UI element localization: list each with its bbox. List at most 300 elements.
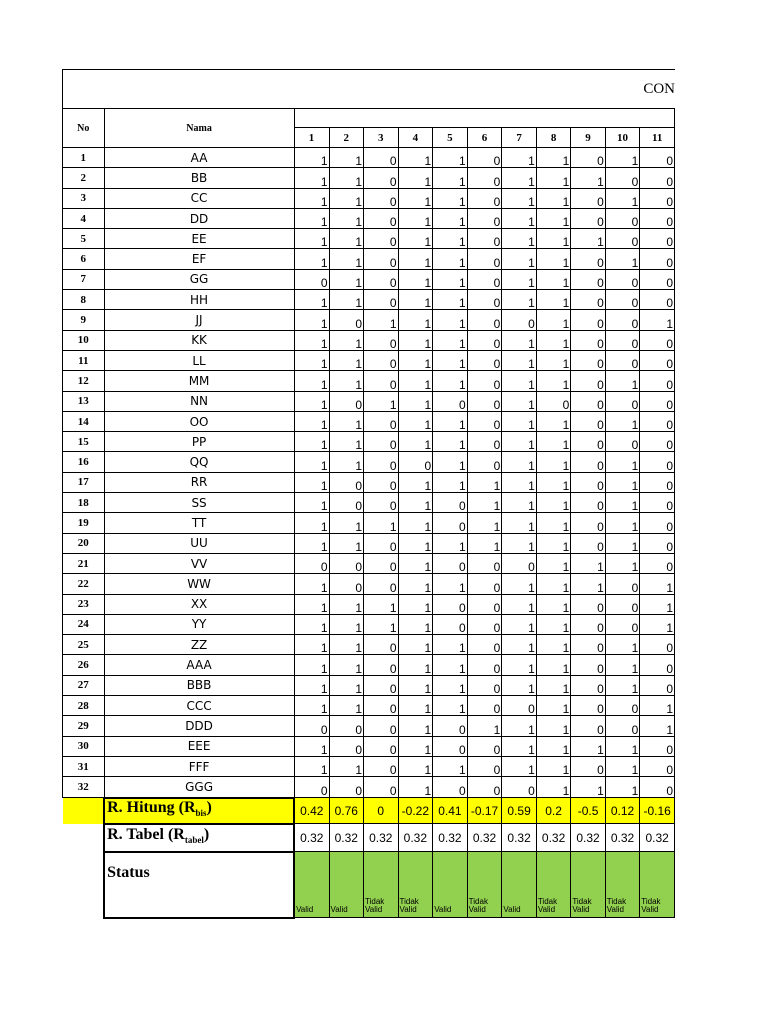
score-cell[interactable]: 0: [467, 168, 502, 188]
r-tabel-cell[interactable]: 0.32: [605, 824, 639, 852]
score-cell[interactable]: 0: [294, 269, 329, 289]
score-cell[interactable]: 0: [640, 290, 675, 310]
score-cell[interactable]: 1: [433, 310, 467, 330]
row-name[interactable]: SS: [104, 493, 294, 513]
score-cell[interactable]: 1: [467, 513, 502, 533]
score-cell[interactable]: 1: [502, 411, 536, 431]
score-cell[interactable]: 1: [294, 391, 329, 411]
r-tabel-cell[interactable]: 0.32: [640, 824, 675, 852]
score-cell[interactable]: 1: [571, 777, 605, 798]
row-name[interactable]: GG: [104, 269, 294, 289]
score-cell[interactable]: 0: [433, 614, 467, 634]
score-cell[interactable]: 0: [467, 655, 502, 675]
score-cell[interactable]: 0: [571, 330, 605, 350]
score-cell[interactable]: 1: [329, 635, 363, 655]
score-cell[interactable]: 1: [502, 188, 536, 208]
score-cell[interactable]: 0: [364, 249, 398, 269]
score-cell[interactable]: 1: [294, 696, 329, 716]
score-cell[interactable]: 1: [605, 493, 639, 513]
score-cell[interactable]: 0: [294, 716, 329, 736]
r-hitung-label[interactable]: [104, 798, 294, 824]
score-cell[interactable]: 0: [467, 452, 502, 472]
score-cell[interactable]: 1: [294, 208, 329, 228]
score-cell[interactable]: 1: [364, 310, 398, 330]
score-cell[interactable]: 1: [536, 655, 570, 675]
score-cell[interactable]: 0: [329, 736, 363, 756]
row-number[interactable]: 28: [63, 696, 105, 716]
score-cell[interactable]: 1: [398, 533, 433, 553]
score-cell[interactable]: 1: [433, 432, 467, 452]
score-cell[interactable]: 0: [467, 148, 502, 168]
score-cell[interactable]: 1: [329, 249, 363, 269]
score-cell[interactable]: 1: [502, 574, 536, 594]
score-cell[interactable]: 1: [502, 148, 536, 168]
row-name[interactable]: VV: [104, 553, 294, 573]
score-cell[interactable]: 0: [571, 391, 605, 411]
score-cell[interactable]: 1: [433, 330, 467, 350]
score-cell[interactable]: 1: [640, 614, 675, 634]
row-number[interactable]: 7: [63, 269, 105, 289]
row-name[interactable]: DDD: [104, 716, 294, 736]
score-cell[interactable]: 0: [640, 655, 675, 675]
score-cell[interactable]: 1: [467, 533, 502, 553]
score-cell[interactable]: 1: [536, 614, 570, 634]
score-cell[interactable]: 0: [433, 594, 467, 614]
score-cell[interactable]: 1: [398, 594, 433, 614]
score-cell[interactable]: 0: [294, 777, 329, 798]
score-cell[interactable]: 1: [433, 269, 467, 289]
row-number[interactable]: 27: [63, 675, 105, 695]
score-cell[interactable]: 0: [467, 411, 502, 431]
score-cell[interactable]: 1: [502, 371, 536, 391]
row-number[interactable]: 24: [63, 614, 105, 634]
r-hitung-cell[interactable]: 0: [364, 798, 398, 824]
score-cell[interactable]: 1: [398, 371, 433, 391]
score-cell[interactable]: 1: [433, 472, 467, 492]
score-cell[interactable]: 1: [398, 350, 433, 370]
score-cell[interactable]: 1: [571, 574, 605, 594]
score-cell[interactable]: 1: [398, 513, 433, 533]
score-cell[interactable]: 0: [571, 188, 605, 208]
row-name[interactable]: KK: [104, 330, 294, 350]
score-cell[interactable]: 0: [467, 269, 502, 289]
score-cell[interactable]: 1: [294, 290, 329, 310]
score-cell[interactable]: 1: [433, 229, 467, 249]
score-cell[interactable]: 0: [571, 493, 605, 513]
score-cell[interactable]: 0: [329, 716, 363, 736]
row-name[interactable]: EEE: [104, 736, 294, 756]
score-cell[interactable]: 1: [329, 696, 363, 716]
score-cell[interactable]: 1: [294, 371, 329, 391]
score-cell[interactable]: 1: [502, 675, 536, 695]
score-cell[interactable]: 0: [467, 635, 502, 655]
status-cell[interactable]: Tidak Valid: [605, 852, 639, 918]
score-cell[interactable]: 1: [294, 635, 329, 655]
score-cell[interactable]: 1: [605, 553, 639, 573]
score-cell[interactable]: 0: [605, 290, 639, 310]
score-cell[interactable]: 1: [433, 533, 467, 553]
score-cell[interactable]: 0: [433, 777, 467, 798]
score-cell[interactable]: 0: [364, 675, 398, 695]
score-cell[interactable]: 0: [571, 269, 605, 289]
row-number[interactable]: 3: [63, 188, 105, 208]
score-cell[interactable]: 0: [364, 229, 398, 249]
score-cell[interactable]: 0: [640, 148, 675, 168]
score-cell[interactable]: 0: [329, 777, 363, 798]
score-cell[interactable]: 1: [433, 452, 467, 472]
score-cell[interactable]: 0: [571, 513, 605, 533]
score-cell[interactable]: 1: [433, 168, 467, 188]
status-cell[interactable]: Tidak Valid: [571, 852, 605, 918]
status-cell[interactable]: Valid: [329, 852, 363, 918]
score-cell[interactable]: 1: [640, 696, 675, 716]
score-cell[interactable]: 1: [502, 391, 536, 411]
row-number[interactable]: 17: [63, 472, 105, 492]
score-cell[interactable]: 1: [329, 350, 363, 370]
score-cell[interactable]: 0: [640, 350, 675, 370]
score-cell[interactable]: 0: [640, 777, 675, 798]
score-cell[interactable]: 1: [329, 269, 363, 289]
score-cell[interactable]: 1: [502, 208, 536, 228]
score-cell[interactable]: 1: [536, 635, 570, 655]
row-number[interactable]: 8: [63, 290, 105, 310]
score-cell[interactable]: 0: [640, 371, 675, 391]
row-name[interactable]: CCC: [104, 696, 294, 716]
row-number[interactable]: 5: [63, 229, 105, 249]
score-cell[interactable]: 0: [640, 533, 675, 553]
score-cell[interactable]: 1: [433, 290, 467, 310]
score-cell[interactable]: 1: [536, 777, 570, 798]
score-cell[interactable]: 1: [640, 594, 675, 614]
score-cell[interactable]: 1: [502, 432, 536, 452]
score-cell[interactable]: 0: [571, 614, 605, 634]
score-cell[interactable]: 1: [605, 675, 639, 695]
score-cell[interactable]: 0: [640, 330, 675, 350]
score-cell[interactable]: 0: [364, 148, 398, 168]
score-cell[interactable]: 1: [605, 249, 639, 269]
row-number[interactable]: 29: [63, 716, 105, 736]
score-cell[interactable]: 0: [329, 310, 363, 330]
r-hitung-cell[interactable]: 0.59: [502, 798, 536, 824]
score-cell[interactable]: 1: [536, 188, 570, 208]
score-cell[interactable]: 1: [536, 696, 570, 716]
score-cell[interactable]: 1: [536, 371, 570, 391]
score-cell[interactable]: 1: [364, 594, 398, 614]
score-cell[interactable]: 0: [364, 574, 398, 594]
score-cell[interactable]: 0: [364, 168, 398, 188]
score-cell[interactable]: 0: [640, 411, 675, 431]
score-cell[interactable]: 1: [502, 229, 536, 249]
score-cell[interactable]: 1: [398, 290, 433, 310]
score-cell[interactable]: 1: [536, 269, 570, 289]
score-cell[interactable]: 0: [294, 553, 329, 573]
score-cell[interactable]: 0: [467, 432, 502, 452]
score-cell[interactable]: 0: [605, 696, 639, 716]
score-cell[interactable]: 1: [329, 188, 363, 208]
r-hitung-cell[interactable]: -0.16: [640, 798, 675, 824]
row-number[interactable]: 26: [63, 655, 105, 675]
score-cell[interactable]: 0: [571, 432, 605, 452]
row-name[interactable]: BBB: [104, 675, 294, 695]
score-cell[interactable]: 0: [467, 371, 502, 391]
row-name[interactable]: MM: [104, 371, 294, 391]
score-cell[interactable]: 1: [571, 168, 605, 188]
score-cell[interactable]: 1: [605, 188, 639, 208]
score-cell[interactable]: 1: [433, 249, 467, 269]
score-cell[interactable]: 1: [433, 371, 467, 391]
status-cell[interactable]: Valid: [433, 852, 467, 918]
score-cell[interactable]: 1: [571, 736, 605, 756]
score-cell[interactable]: 0: [433, 513, 467, 533]
score-cell[interactable]: 1: [605, 655, 639, 675]
score-cell[interactable]: 0: [571, 208, 605, 228]
score-cell[interactable]: 1: [502, 635, 536, 655]
score-cell[interactable]: 0: [605, 269, 639, 289]
score-cell[interactable]: 0: [640, 188, 675, 208]
score-cell[interactable]: 0: [467, 188, 502, 208]
score-cell[interactable]: 1: [605, 513, 639, 533]
score-cell[interactable]: 1: [329, 432, 363, 452]
row-number[interactable]: 19: [63, 513, 105, 533]
score-cell[interactable]: 0: [571, 533, 605, 553]
row-number[interactable]: 11: [63, 350, 105, 370]
row-number[interactable]: 20: [63, 533, 105, 553]
score-cell[interactable]: 1: [294, 330, 329, 350]
score-cell[interactable]: 0: [364, 411, 398, 431]
row-name[interactable]: EF: [104, 249, 294, 269]
r-tabel-cell[interactable]: 0.32: [398, 824, 433, 852]
score-cell[interactable]: 1: [294, 432, 329, 452]
score-cell[interactable]: 0: [364, 777, 398, 798]
score-cell[interactable]: 1: [605, 777, 639, 798]
score-cell[interactable]: 0: [364, 696, 398, 716]
score-cell[interactable]: 1: [329, 411, 363, 431]
row-name[interactable]: AAA: [104, 655, 294, 675]
score-cell[interactable]: 0: [467, 777, 502, 798]
score-cell[interactable]: 1: [536, 716, 570, 736]
score-cell[interactable]: 0: [502, 696, 536, 716]
score-cell[interactable]: 1: [536, 350, 570, 370]
score-cell[interactable]: 1: [398, 736, 433, 756]
score-cell[interactable]: 1: [502, 350, 536, 370]
score-cell[interactable]: 1: [398, 716, 433, 736]
score-cell[interactable]: 0: [605, 310, 639, 330]
score-cell[interactable]: 1: [294, 756, 329, 776]
score-cell[interactable]: 1: [502, 269, 536, 289]
score-cell[interactable]: 1: [536, 675, 570, 695]
score-cell[interactable]: 1: [398, 493, 433, 513]
score-cell[interactable]: 0: [467, 696, 502, 716]
score-cell[interactable]: 0: [640, 553, 675, 573]
row-number[interactable]: 15: [63, 432, 105, 452]
score-cell[interactable]: 1: [536, 290, 570, 310]
score-cell[interactable]: 1: [433, 574, 467, 594]
score-cell[interactable]: 0: [433, 493, 467, 513]
score-cell[interactable]: 0: [364, 208, 398, 228]
score-cell[interactable]: 1: [433, 148, 467, 168]
r-hitung-cell[interactable]: 0.42: [294, 798, 329, 824]
r-hitung-cell[interactable]: 0.12: [605, 798, 639, 824]
score-cell[interactable]: 1: [605, 411, 639, 431]
score-cell[interactable]: 1: [433, 411, 467, 431]
score-cell[interactable]: 0: [467, 675, 502, 695]
row-number[interactable]: 4: [63, 208, 105, 228]
score-cell[interactable]: 0: [364, 269, 398, 289]
score-cell[interactable]: 1: [502, 716, 536, 736]
status-cell[interactable]: Tidak Valid: [398, 852, 433, 918]
score-cell[interactable]: 1: [536, 208, 570, 228]
score-cell[interactable]: 1: [398, 391, 433, 411]
score-cell[interactable]: 1: [294, 472, 329, 492]
row-name[interactable]: TT: [104, 513, 294, 533]
score-cell[interactable]: 1: [398, 614, 433, 634]
score-cell[interactable]: 1: [433, 350, 467, 370]
score-cell[interactable]: 1: [605, 533, 639, 553]
score-cell[interactable]: 0: [364, 330, 398, 350]
score-cell[interactable]: 0: [467, 290, 502, 310]
score-cell[interactable]: 1: [502, 493, 536, 513]
score-cell[interactable]: 1: [502, 533, 536, 553]
score-cell[interactable]: 0: [467, 350, 502, 370]
score-cell[interactable]: 1: [536, 452, 570, 472]
score-cell[interactable]: 1: [536, 229, 570, 249]
row-name[interactable]: NN: [104, 391, 294, 411]
score-cell[interactable]: 0: [605, 229, 639, 249]
status-cell[interactable]: Tidak Valid: [640, 852, 675, 918]
score-cell[interactable]: 1: [605, 736, 639, 756]
score-cell[interactable]: 1: [640, 574, 675, 594]
score-cell[interactable]: 1: [294, 148, 329, 168]
row-number[interactable]: 25: [63, 635, 105, 655]
row-name[interactable]: ZZ: [104, 635, 294, 655]
score-cell[interactable]: 1: [398, 411, 433, 431]
row-number[interactable]: 22: [63, 574, 105, 594]
score-cell[interactable]: 1: [467, 472, 502, 492]
r-tabel-cell[interactable]: 0.32: [467, 824, 502, 852]
score-cell[interactable]: 1: [398, 148, 433, 168]
score-cell[interactable]: 1: [329, 452, 363, 472]
r-tabel-cell[interactable]: 0.32: [571, 824, 605, 852]
score-cell[interactable]: 1: [502, 513, 536, 533]
row-number[interactable]: 1: [63, 148, 105, 168]
row-number[interactable]: 32: [63, 777, 105, 798]
score-cell[interactable]: 0: [640, 452, 675, 472]
score-cell[interactable]: 1: [433, 635, 467, 655]
row-number[interactable]: 9: [63, 310, 105, 330]
score-cell[interactable]: 0: [536, 391, 570, 411]
r-tabel-cell[interactable]: 0.32: [329, 824, 363, 852]
score-cell[interactable]: 1: [502, 330, 536, 350]
score-cell[interactable]: 0: [364, 188, 398, 208]
score-cell[interactable]: 1: [294, 168, 329, 188]
score-cell[interactable]: 0: [571, 290, 605, 310]
row-number[interactable]: 16: [63, 452, 105, 472]
score-cell[interactable]: 1: [467, 716, 502, 736]
score-cell[interactable]: 0: [640, 635, 675, 655]
row-name[interactable]: GGG: [104, 777, 294, 798]
score-cell[interactable]: 1: [398, 249, 433, 269]
r-hitung-cell[interactable]: -0.22: [398, 798, 433, 824]
score-cell[interactable]: 0: [364, 533, 398, 553]
score-cell[interactable]: 1: [294, 614, 329, 634]
score-cell[interactable]: 1: [605, 756, 639, 776]
row-number[interactable]: 30: [63, 736, 105, 756]
score-cell[interactable]: 0: [571, 635, 605, 655]
score-cell[interactable]: 0: [571, 350, 605, 370]
score-cell[interactable]: 1: [502, 452, 536, 472]
score-cell[interactable]: 0: [364, 452, 398, 472]
score-cell[interactable]: 1: [329, 655, 363, 675]
score-cell[interactable]: 1: [398, 330, 433, 350]
score-cell[interactable]: 1: [294, 655, 329, 675]
status-cell[interactable]: Valid: [294, 852, 329, 918]
score-cell[interactable]: 1: [536, 594, 570, 614]
score-cell[interactable]: 0: [571, 452, 605, 472]
row-name[interactable]: RR: [104, 472, 294, 492]
score-cell[interactable]: 1: [502, 249, 536, 269]
score-cell[interactable]: 1: [571, 553, 605, 573]
score-cell[interactable]: 1: [536, 493, 570, 513]
score-cell[interactable]: 0: [364, 635, 398, 655]
score-cell[interactable]: 0: [640, 269, 675, 289]
score-cell[interactable]: 1: [294, 188, 329, 208]
row-name[interactable]: WW: [104, 574, 294, 594]
row-number[interactable]: 10: [63, 330, 105, 350]
score-cell[interactable]: 1: [329, 371, 363, 391]
score-cell[interactable]: 1: [536, 736, 570, 756]
score-cell[interactable]: 1: [329, 148, 363, 168]
r-tabel-cell[interactable]: 0.32: [294, 824, 329, 852]
score-cell[interactable]: 0: [640, 432, 675, 452]
score-cell[interactable]: 1: [294, 249, 329, 269]
score-cell[interactable]: 0: [329, 391, 363, 411]
score-cell[interactable]: 1: [536, 756, 570, 776]
status-cell[interactable]: Tidak Valid: [467, 852, 502, 918]
score-cell[interactable]: 0: [640, 736, 675, 756]
score-cell[interactable]: 0: [640, 249, 675, 269]
score-cell[interactable]: 0: [364, 493, 398, 513]
score-cell[interactable]: 0: [605, 168, 639, 188]
score-cell[interactable]: 1: [433, 696, 467, 716]
score-cell[interactable]: 0: [571, 310, 605, 330]
score-cell[interactable]: 1: [536, 310, 570, 330]
score-cell[interactable]: 0: [364, 472, 398, 492]
score-cell[interactable]: 0: [640, 472, 675, 492]
score-cell[interactable]: 1: [398, 269, 433, 289]
row-number[interactable]: 18: [63, 493, 105, 513]
score-cell[interactable]: 1: [329, 513, 363, 533]
score-cell[interactable]: 0: [364, 716, 398, 736]
score-cell[interactable]: 1: [536, 553, 570, 573]
score-cell[interactable]: 1: [398, 574, 433, 594]
score-cell[interactable]: 0: [398, 452, 433, 472]
score-cell[interactable]: 0: [467, 330, 502, 350]
row-name[interactable]: UU: [104, 533, 294, 553]
score-cell[interactable]: 0: [571, 594, 605, 614]
score-cell[interactable]: 0: [571, 249, 605, 269]
score-cell[interactable]: 0: [640, 168, 675, 188]
score-cell[interactable]: 0: [364, 290, 398, 310]
row-name[interactable]: EE: [104, 229, 294, 249]
score-cell[interactable]: 1: [294, 411, 329, 431]
score-cell[interactable]: 1: [329, 533, 363, 553]
score-cell[interactable]: 1: [433, 188, 467, 208]
score-cell[interactable]: 1: [502, 168, 536, 188]
score-cell[interactable]: 1: [502, 290, 536, 310]
score-cell[interactable]: 0: [605, 350, 639, 370]
score-cell[interactable]: 1: [536, 148, 570, 168]
row-number[interactable]: 2: [63, 168, 105, 188]
